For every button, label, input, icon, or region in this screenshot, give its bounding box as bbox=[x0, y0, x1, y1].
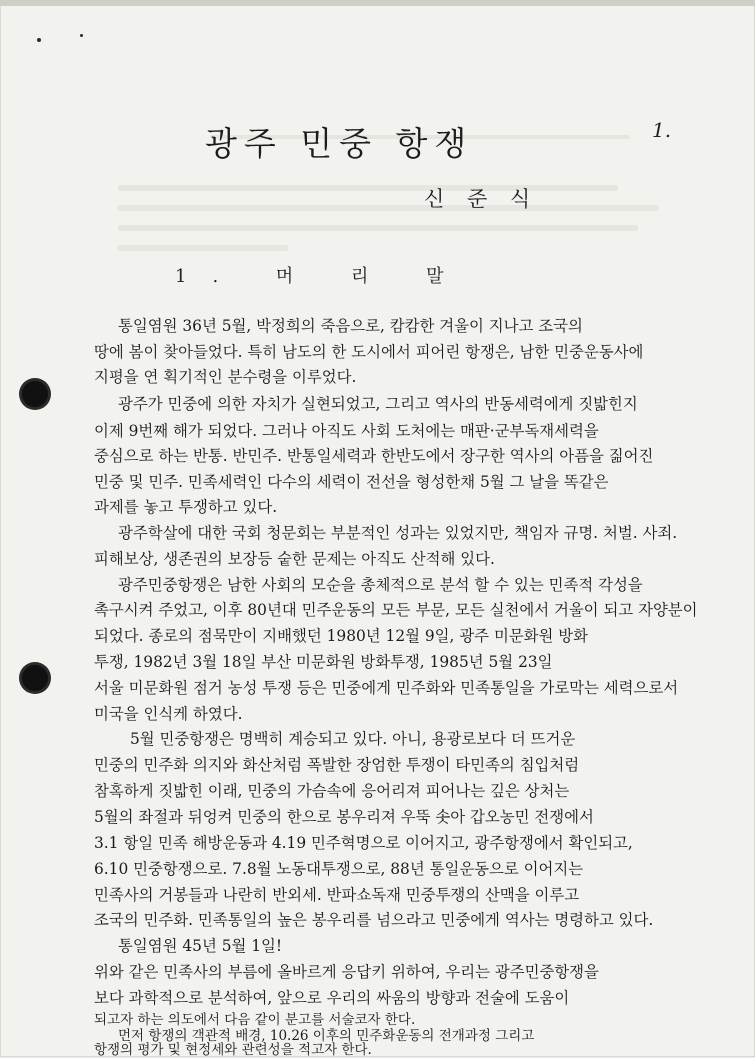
body-line: 민중 및 민주. 민족세력인 다수의 세력이 전선을 형성한채 5월 그 날을 똑같은 bbox=[94, 473, 609, 491]
body-line: 광주학살에 대한 국회 청문회는 부분적인 성과는 있었지만, 책임자 규명. 처벌. 사죄. bbox=[118, 524, 678, 542]
body-line: 위와 같은 민족사의 부름에 올바르게 응답키 위하여, 우리는 광주민중항쟁을 bbox=[94, 963, 599, 981]
body-line: 참혹하게 짓밟힌 이래, 민중의 가슴속에 응어리져 피어나는 깊은 상처는 bbox=[94, 782, 570, 800]
speck bbox=[80, 34, 83, 37]
author-name: 신 준 식 bbox=[424, 187, 539, 211]
scan-edge bbox=[0, 0, 755, 6]
body-line: 과제를 놓고 투쟁하고 있다. bbox=[94, 498, 278, 516]
body-line: 5월의 좌절과 뒤엉켜 민중의 한으로 봉우리져 우뚝 솟아 갑오농민 전쟁에서 bbox=[94, 808, 594, 826]
page-number: 1. bbox=[652, 118, 672, 142]
document-title: 광주 민중 항쟁 bbox=[205, 124, 474, 163]
body-line: 이제 9번째 해가 되었다. 그러나 아직도 사회 도처에는 매판·군부독재세력을 bbox=[94, 422, 599, 440]
binder-hole bbox=[22, 381, 48, 407]
body-line: 되고자 하는 의도에서 다음 같이 분고를 서술코자 한다. bbox=[94, 1012, 416, 1028]
body-line: 통일염원 36년 5월, 박정희의 죽음으로, 캄캄한 겨울이 지나고 조국의 bbox=[118, 317, 583, 335]
body-line: 5월 민중항쟁은 명백히 계승되고 있다. 아니, 용광로보다 더 뜨거운 bbox=[130, 730, 576, 748]
body-line: 민족사의 거봉들과 나란히 반외세. 반파쇼독재 민중투쟁의 산맥을 이루고 bbox=[94, 886, 580, 904]
body-line: 되었다. 종로의 점묵만이 지배했던 1980년 12월 9일, 광주 미문화원 방화 bbox=[94, 627, 589, 645]
speck bbox=[37, 38, 41, 42]
body-line: 피해보상, 생존권의 보장등 숱한 문제는 아직도 산적해 있다. bbox=[94, 550, 495, 568]
body-line: 조국의 민주화. 민족통일의 높은 봉우리를 넘으라고 민중에게 역사는 명령하고 있다. bbox=[94, 911, 654, 929]
body-line: 항쟁의 평가 및 현정세와 관련성을 적고자 한다. bbox=[94, 1042, 372, 1058]
body-line: 광주가 민중에 의한 자치가 실현되었고, 그리고 역사의 반동세력에게 짓밟힌지 bbox=[118, 395, 638, 413]
body-line: 통일염원 45년 5월 1일! bbox=[118, 937, 283, 955]
body-line: 먼저 항쟁의 객관적 배경, 10.26 이후의 민주화운동의 전개과정 그리고 bbox=[118, 1028, 535, 1044]
body-line: 보다 과학적으로 분석하여, 앞으로 우리의 싸움의 방향과 전술에 도움이 bbox=[94, 989, 570, 1007]
body-line: 지평을 연 획기적인 분수령을 이루었다. bbox=[94, 368, 357, 386]
body-line: 서울 미문화원 점거 농성 투쟁 등은 민중에게 민주화와 민족통일을 가로막는 세력으로서 bbox=[94, 679, 679, 697]
body-line: 중심으로 하는 반통. 반민주. 반통일세력과 한반도에서 장구한 역사의 아픔을 짊어진 bbox=[94, 447, 654, 465]
body-line: 6.10 민중항쟁으로. 7.8월 노동대투쟁으로, 88년 통일운동으로 이어지는 bbox=[94, 860, 584, 878]
body-line: 투쟁, 1982년 3월 18일 부산 미문화원 방화투쟁, 1985년 5월 23일 bbox=[94, 653, 553, 671]
section-heading: 1. 머 리 말 bbox=[175, 266, 470, 287]
body-line: 민중의 민주화 의지와 화산처럼 폭발한 장엄한 투쟁이 타민족의 침입처럼 bbox=[94, 756, 580, 774]
body-line: 3.1 항일 민족 해방운동과 4.19 민주혁명으로 이어지고, 광주항쟁에서 확인되고, bbox=[94, 834, 633, 852]
binder-hole bbox=[22, 665, 48, 691]
body-line: 땅에 봄이 찾아들었다. 특히 남도의 한 도시에서 피어린 항쟁은, 남한 민중운동사에 bbox=[94, 343, 644, 361]
body-line: 미국을 인식케 하였다. bbox=[94, 705, 243, 723]
body-line: 광주민중항쟁은 남한 사회의 모순을 총체적으로 분석 할 수 있는 민족적 각성을 bbox=[118, 576, 643, 594]
body-line: 촉구시켜 주었고, 이후 80년대 민주운동의 모든 부문, 모든 실천에서 거울이 되고 자양분이 bbox=[94, 601, 698, 619]
